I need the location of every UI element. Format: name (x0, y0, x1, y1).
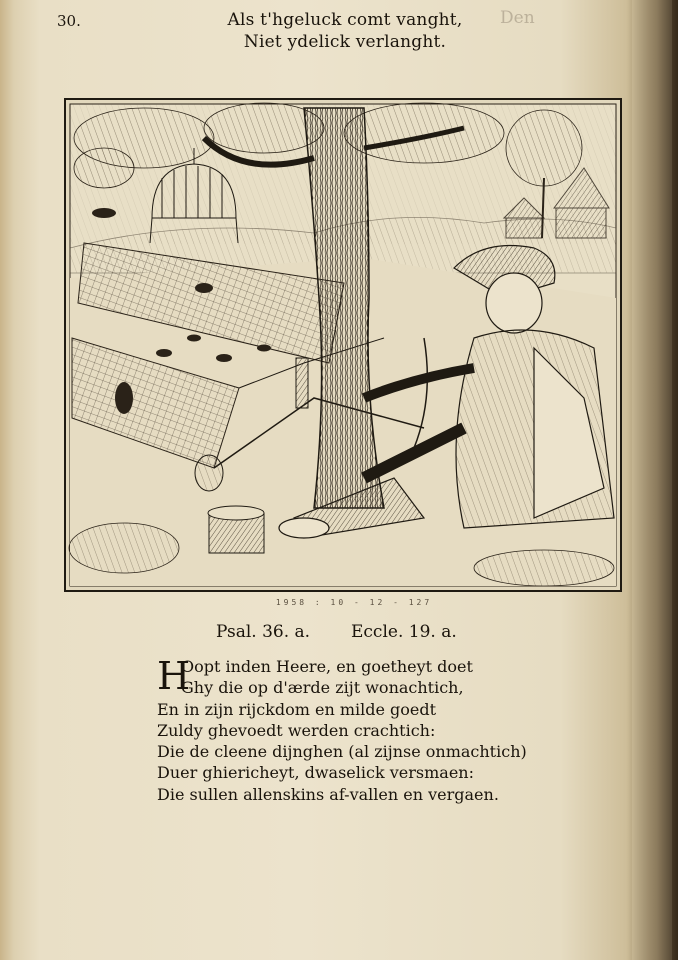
poem-line: Ghy die op d'ærde zijt wonachtich, (181, 678, 464, 698)
poem-stanza (157, 656, 577, 805)
scripture-reference-psalm: Psal. 36. a. (216, 622, 311, 642)
accession-stamp: 1958 : 10 - 12 - 127 (275, 598, 433, 607)
poem-line: Die de cleene dijnghen (al zijnse onmachtich) (157, 742, 527, 762)
net-stake (296, 358, 308, 408)
motto-line-2: Niet ydelick verlanght. (243, 32, 447, 52)
poem-line: Zuldy ghevoedt werden crachtich: (157, 720, 436, 740)
drop-cap: H (157, 654, 191, 698)
bleed-through-text: Den (500, 8, 535, 28)
scripture-reference-ecclesiasticus: Eccle. 19. a. (351, 622, 457, 642)
engraving-illustration (64, 98, 622, 592)
poem-line: Duer ghiericheyt, dwaselick versmaen: (157, 763, 474, 783)
poem-line: Die sullen allenskins af-vallen en vergaen. (157, 784, 499, 804)
poem-line: Oopt inden Heere, en goetheyt doet (181, 657, 473, 676)
motto-line-1: Als t'hgeluck comt vanght, (227, 10, 463, 30)
gutter-shadow (626, 0, 678, 960)
page-number: 30. (57, 12, 81, 30)
poem-line: En in zijn rijckdom en milde goedt (157, 699, 437, 719)
